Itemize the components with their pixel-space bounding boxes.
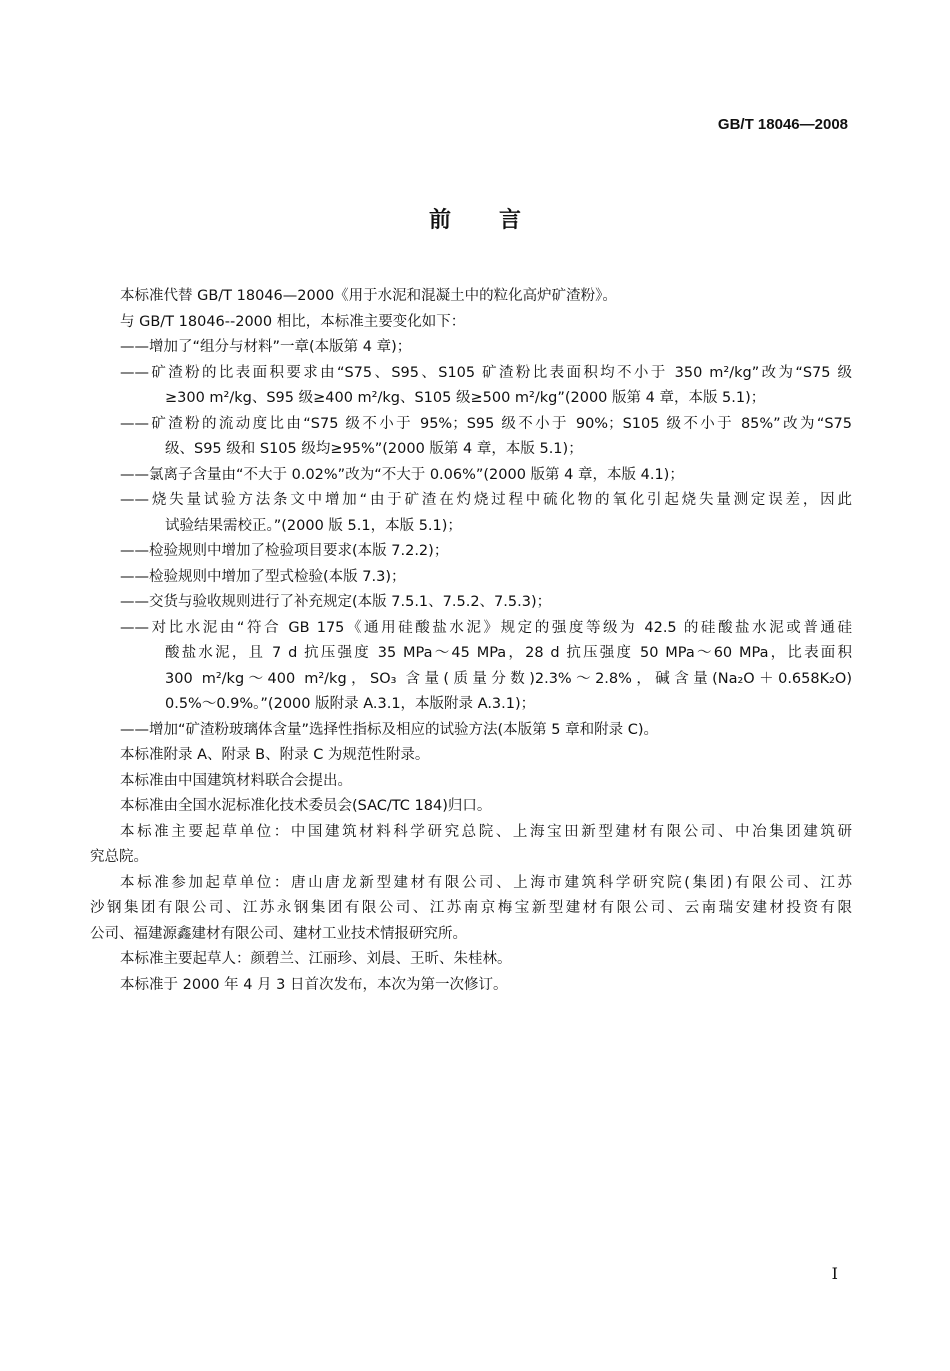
paragraph-line: 究总院。	[90, 849, 148, 865]
paragraph-line: 本标准由中国建筑材料联合会提出。	[120, 772, 352, 789]
change-item-line: ——对比水泥由“符合 GB 175《通用硅酸盐水泥》规定的强度等级为 42.5 的硅酸盐水泥或普通硅	[120, 619, 852, 636]
paragraph-line: 本标准主要起草单位：中国建筑材料科学研究总院、上海宝田新型建材有限公司、中冶集团建筑研	[120, 823, 852, 840]
change-item-line: ——检验规则中增加了型式检验(本版 7.3)；	[120, 568, 406, 585]
change-item-line: ——矿渣粉的流动度比由“S75 级不小于 95%；S95 级不小于 90%；S105 级不小于 85%”改为“S75	[120, 415, 852, 432]
paragraph-line: 沙钢集团有限公司、江苏永钢集团有限公司、江苏南京梅宝新型建材有限公司、云南瑞安建材投资有限	[90, 900, 852, 916]
paragraph-line: 本标准参加起草单位：唐山唐龙新型建材有限公司、上海市建筑科学研究院(集团)有限公司、江苏	[120, 874, 852, 891]
change-item-line: ≥300 m²/kg、S95 级≥400 m²/kg、S105 级≥500 m²/kg”(2000 版第 4 章，本版 5.1)；	[165, 390, 766, 406]
change-item-line: 试验结果需校正。”(2000 版 5.1，本版 5.1)；	[165, 517, 462, 534]
paragraph-line: 本标准主要起草人：颜碧兰、江丽珍、刘晨、王昕、朱桂林。	[120, 951, 512, 967]
change-item-line: ——增加“矿渣粉玻璃体含量”选择性指标及相应的试验方法(本版第 5 章和附录 C)。	[120, 721, 659, 738]
paragraph-line: 本标准附录 A、附录 B、附录 C 为规范性附录。	[120, 747, 430, 763]
change-item-line: 级、S95 级和 S105 级均≥95%”(2000 版第 4 章，本版 5.1)；	[165, 441, 583, 457]
change-item-line: 300 m²/kg～400 m²/kg，SO₃ 含量(质量分数)2.3%～2.8%，碱含量(Na₂O＋0.658K₂O)	[165, 670, 852, 687]
change-item-line: 酸盐水泥，且 7 d 抗压强度 35 MPa～45 MPa，28 d 抗压强度 50 MPa～60 MPa，比表面积	[165, 645, 852, 661]
change-item-line: ——交货与验收规则进行了补充规定(本版 7.5.1、7.5.2、7.5.3)；	[120, 594, 552, 610]
change-item-line: ——矿渣粉的比表面积要求由“S75、S95、S105 矿渣粉比表面积均不小于 350 m²/kg”改为“S75 级	[120, 364, 852, 381]
paragraph-line: 本标准代替 GB/T 18046—2000《用于水泥和混凝土中的粒化高炉矿渣粉》。	[120, 288, 617, 304]
standard-number: GB/T 18046—2008	[717, 116, 848, 133]
paragraph-line: 公司、福建源鑫建材有限公司、建材工业技术情报研究所。	[90, 925, 467, 942]
paragraph-line: 本标准于 2000 年 4 月 3 日首次发布，本次为第一次修订。	[120, 976, 508, 993]
page-title: 前言	[428, 208, 569, 233]
paragraph-line: 与 GB/T 18046--2000 相比，本标准主要变化如下：	[120, 313, 466, 330]
change-item-line: ——检验规则中增加了检验项目要求(本版 7.2.2)；	[120, 543, 449, 559]
paragraph-line: 本标准由全国水泥标准化技术委员会(SAC/TC 184)归口。	[120, 798, 492, 814]
change-item-line: ——烧失量试验方法条文中增加“由于矿渣在灼烧过程中硫化物的氧化引起烧失量测定误差，因此	[120, 492, 852, 508]
change-item-line: 0.5%～0.9%。”(2000 版附录 A.3.1，本版附录 A.3.1)；	[165, 696, 536, 712]
change-item-line: ——增加了“组分与材料”一章(本版第 4 章)；	[120, 339, 412, 355]
change-item-line: ——氯离子含量由“不大于 0.02%”改为“不大于 0.06%”(2000 版第 4 章，本版 4.1)；	[120, 466, 684, 483]
page-number: I	[831, 1264, 838, 1283]
